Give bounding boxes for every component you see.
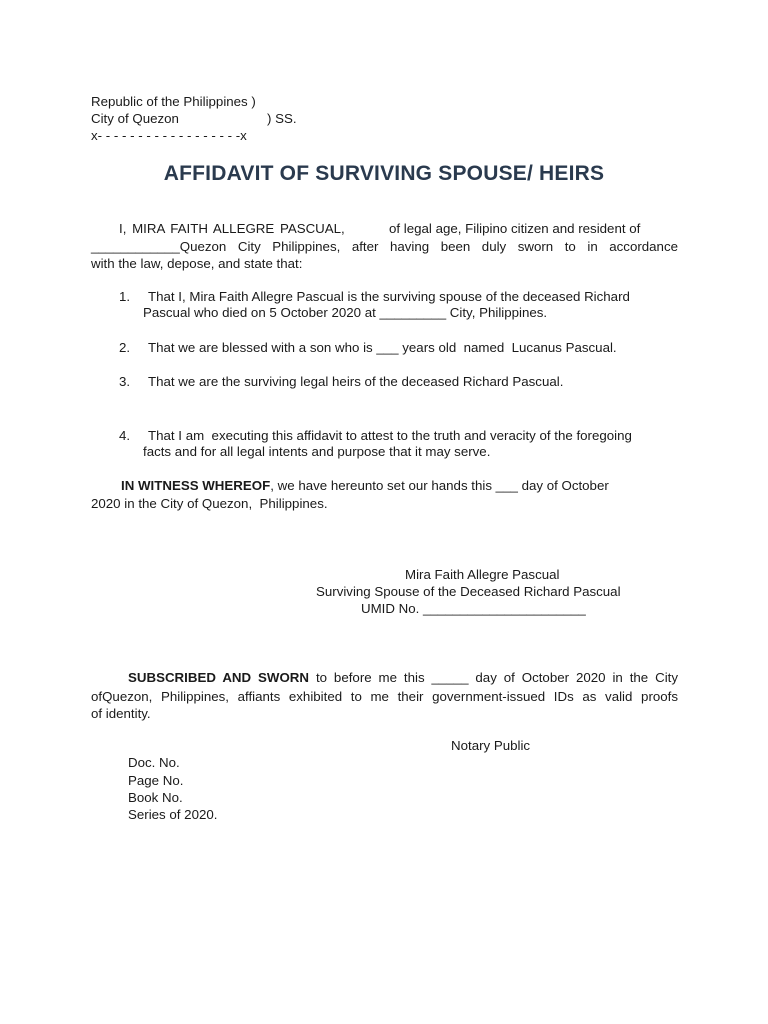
item-4-number: 4.	[119, 428, 131, 443]
document-title: AFFIDAVIT OF SURVIVING SPOUSE/ HEIRS	[163, 162, 605, 185]
jurat-line2: ofQuezon, Philippines, affiants exhibited to me their government-issued IDs as valid proofs	[91, 689, 678, 704]
item-1-line1: That I, Mira Faith Allegre Pascual is the surviving spouse of the deceased Richard	[148, 289, 630, 304]
intro-affiant-name: I, MIRA FAITH ALLEGRE PASCUAL,	[119, 221, 345, 236]
signatory-role: Surviving Spouse of the Deceased Richard Pascual	[316, 584, 621, 599]
page-no: Page No.	[128, 773, 184, 788]
book-no: Book No.	[128, 790, 183, 805]
venue-separator: x- - - - - - - - - - - - - - - - - -x	[91, 128, 247, 143]
umid-field: UMID No. ______________________	[361, 601, 586, 616]
item-1-number: 1.	[119, 289, 131, 304]
witness-lead: IN WITNESS WHEREOF	[121, 478, 271, 493]
intro-line2: ____________Quezon City Philippines, after having been duly sworn to in accordance	[91, 239, 678, 254]
venue-line-republic: Republic of the Philippines )	[91, 94, 256, 109]
venue-ss: ) SS.	[267, 111, 297, 126]
venue-line-city: City of Quezon	[91, 111, 179, 126]
witness-line1-rest: , we have hereunto set our hands this ___ day of October	[270, 478, 609, 493]
jurat-line3: of identity.	[91, 706, 151, 721]
doc-no: Doc. No.	[128, 755, 180, 770]
item-1-line2: Pascual who died on 5 October 2020 at _________ City, Philippines.	[143, 305, 548, 320]
jurat-lead: SUBSCRIBED AND SWORN	[128, 670, 310, 685]
witness-line2: 2020 in the City of Quezon, Philippines.	[91, 496, 328, 511]
intro-line3: with the law, depose, and state that:	[91, 256, 303, 271]
notary-public-label: Notary Public	[451, 738, 531, 753]
witness-paragraph	[121, 478, 609, 493]
jurat-line1	[91, 669, 678, 686]
intro-line1-rest: of legal age, Filipino citizen and resident of	[389, 221, 641, 236]
item-4-line2: facts and for all legal intents and purpose that it may serve.	[143, 444, 491, 459]
item-2-line1: That we are blessed with a son who is ___ years old named Lucanus Pascual.	[148, 340, 617, 355]
item-3-line1: That we are the surviving legal heirs of the deceased Richard Pascual.	[148, 374, 564, 389]
item-4-line1: That I am executing this affidavit to attest to the truth and veracity of the foregoing	[148, 428, 632, 443]
signatory-name: Mira Faith Allegre Pascual	[405, 567, 560, 582]
item-2-number: 2.	[119, 340, 131, 355]
jurat-line1-rest: to before me this _____ day of October 2020 in the City	[315, 670, 678, 685]
series: Series of 2020.	[128, 807, 218, 822]
item-3-number: 3.	[119, 374, 131, 389]
